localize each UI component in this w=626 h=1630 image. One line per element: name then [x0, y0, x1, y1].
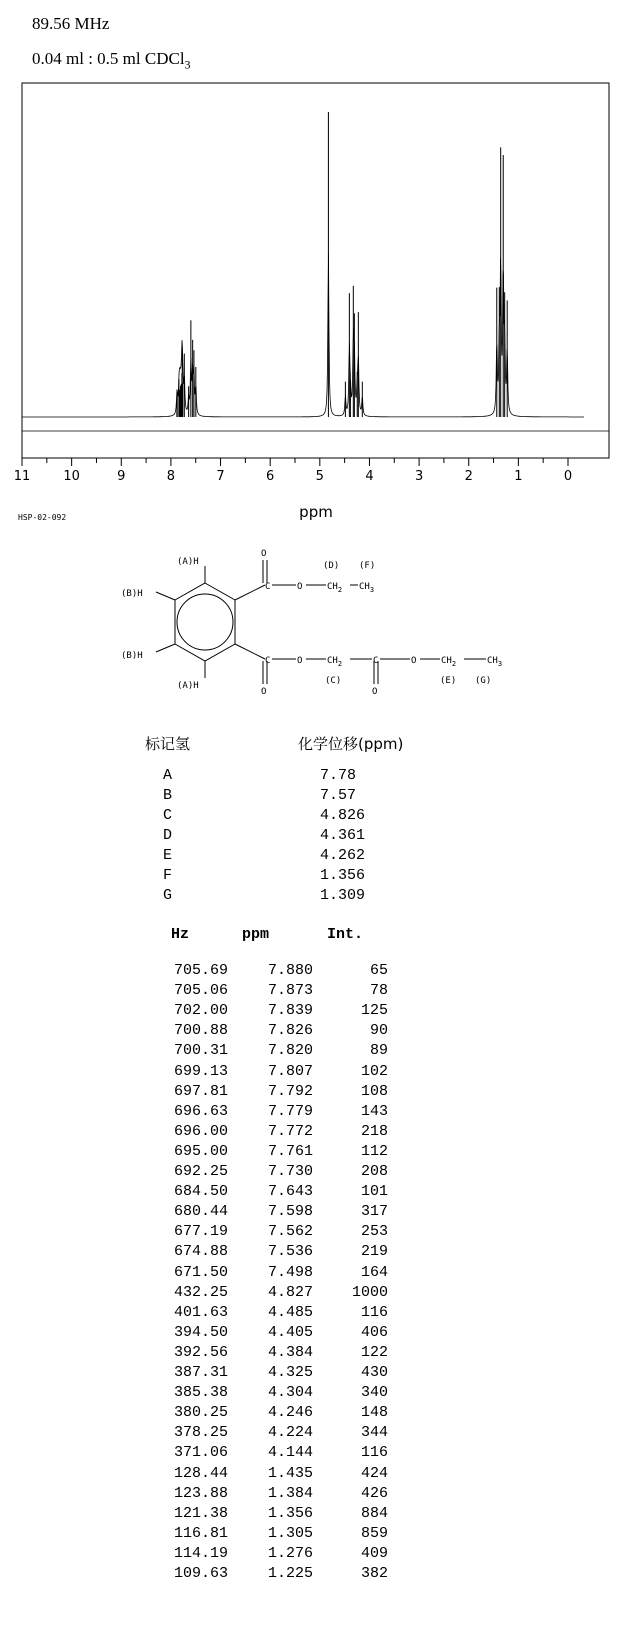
bonds — [156, 560, 486, 684]
peak-header-hz: Hz — [171, 926, 190, 943]
assignment-header-shift: 化学位移(ppm) — [298, 735, 404, 753]
peak-intensity: 253 — [360, 1223, 388, 1241]
x-tick-label-11: 11 — [13, 469, 31, 484]
carbonyl-oxygen-top: O — [261, 549, 267, 559]
x-tick-label-7: 7 — [216, 469, 225, 484]
x-tick-label-3: 3 — [414, 469, 424, 484]
assignment-shift: 1.309 — [320, 887, 366, 904]
ch3-f-text: CH — [359, 582, 370, 592]
peak-intensity: 108 — [360, 1082, 388, 1100]
label-f: (F) — [359, 561, 376, 571]
peak-intensity: 1000 — [351, 1283, 388, 1301]
ester-oxygen-mid: O — [297, 656, 303, 666]
h-label-b-bottom: (B)H — [121, 651, 143, 661]
assignment-shift: 4.826 — [320, 807, 366, 824]
peak-ppm: 1.276 — [267, 1544, 313, 1562]
peak-hz: 116.81 — [173, 1524, 228, 1542]
ch2-e — [441, 656, 456, 668]
assignment-shift: 4.361 — [320, 827, 366, 844]
peak-ppm: 7.598 — [267, 1203, 313, 1221]
peak-intensity: 116 — [360, 1444, 388, 1462]
peak-intensity: 122 — [360, 1343, 388, 1361]
peak-hz: 385.38 — [173, 1384, 228, 1402]
h-label-a-bottom: (A)H — [177, 681, 199, 691]
peak-ppm: 7.536 — [267, 1243, 313, 1261]
peak-hz: 401.63 — [173, 1303, 228, 1321]
peak-intensity: 78 — [369, 982, 388, 1000]
assignment-label: D — [163, 827, 173, 844]
peak-ppm: 7.772 — [267, 1122, 313, 1140]
peak-intensity: 90 — [369, 1022, 388, 1040]
label-d: (D) — [323, 561, 340, 571]
x-tick-label-4: 4 — [365, 469, 374, 484]
peak-intensity: 143 — [360, 1102, 388, 1120]
ch2-c-sub: 2 — [337, 660, 343, 668]
peak-hz: 109.63 — [173, 1565, 228, 1582]
peak-hz: 700.88 — [173, 1022, 228, 1040]
peak-ppm: 7.820 — [267, 1042, 313, 1060]
peak-hz: 380.25 — [173, 1404, 228, 1422]
peak-ppm: 4.144 — [267, 1444, 313, 1462]
peak-ppm: 7.826 — [267, 1022, 313, 1040]
peak-intensity: 317 — [360, 1203, 388, 1221]
x-tick-label-10: 10 — [63, 469, 80, 484]
carbonyl-oxygen-bottom: O — [372, 687, 378, 697]
peak-hz: 695.00 — [173, 1142, 228, 1160]
x-tick-label-0: 0 — [563, 469, 573, 484]
ch3-f — [359, 582, 374, 594]
peak-hz: 696.00 — [173, 1122, 228, 1140]
ch2-d-sub: 2 — [337, 586, 343, 594]
peak-ppm: 1.435 — [267, 1464, 313, 1482]
ch3-f-sub: 3 — [369, 586, 375, 594]
label-c: (C) — [325, 676, 342, 686]
h-label-a-top: (A)H — [177, 557, 199, 567]
peak-hz: 705.69 — [173, 962, 228, 979]
peak-hz: 128.44 — [173, 1464, 228, 1482]
peak-ppm: 4.827 — [267, 1283, 313, 1301]
x-tick-label-2: 2 — [464, 469, 473, 484]
peak-hz: 699.13 — [173, 1062, 228, 1080]
peak-hz: 700.31 — [173, 1042, 228, 1060]
peak-ppm: 4.246 — [267, 1404, 313, 1422]
x-axis-label: ppm — [299, 503, 333, 520]
peak-intensity: 148 — [360, 1404, 388, 1422]
carbonyl-carbon-mid: C — [265, 656, 271, 666]
ch2-c — [327, 656, 342, 668]
peak-intensity: 164 — [360, 1263, 388, 1281]
peak-intensity: 65 — [369, 962, 388, 979]
label-e: (E) — [440, 676, 457, 686]
peak-hz: 677.19 — [173, 1223, 228, 1241]
peak-intensity: 116 — [360, 1303, 388, 1321]
peak-intensity: 89 — [369, 1042, 388, 1060]
ch3-g-sub: 3 — [497, 660, 503, 668]
spectrum-id: HSP-02-092 — [18, 513, 67, 520]
assignment-header-label: 标记氢 — [145, 735, 191, 753]
peak-intensity: 340 — [360, 1384, 388, 1402]
peak-ppm: 7.643 — [267, 1183, 313, 1201]
peak-ppm: 1.384 — [267, 1484, 313, 1502]
peak-ppm: 4.405 — [267, 1323, 313, 1341]
peak-intensity: 382 — [360, 1565, 388, 1582]
chemical-structure — [0, 0, 626, 720]
peak-ppm: 7.873 — [267, 982, 313, 1000]
peak-ppm: 7.761 — [267, 1142, 313, 1160]
peak-intensity: 219 — [360, 1243, 388, 1261]
assignment-label: E — [163, 847, 173, 864]
peak-ppm: 4.325 — [267, 1364, 313, 1381]
ch3-g-text: CH — [487, 656, 498, 666]
ester-oxygen-top: O — [297, 582, 303, 592]
peak-intensity: 424 — [360, 1464, 388, 1482]
peak-hz: 697.81 — [173, 1082, 228, 1100]
h-label-b-top: (B)H — [121, 589, 143, 599]
x-tick-label-9: 9 — [117, 469, 126, 484]
peak-intensity: 101 — [360, 1183, 388, 1201]
peak-hz: 371.06 — [173, 1444, 228, 1462]
peak-hz: 692.25 — [173, 1163, 228, 1180]
peak-ppm: 4.384 — [267, 1343, 313, 1361]
x-tick-label-1: 1 — [514, 469, 523, 484]
peak-intensity: 112 — [360, 1142, 388, 1160]
ch3-g — [487, 656, 502, 668]
peak-hz: 702.00 — [173, 1002, 228, 1020]
peak-ppm: 7.730 — [267, 1163, 313, 1180]
peak-intensity: 884 — [360, 1504, 388, 1522]
peak-intensity: 426 — [360, 1484, 388, 1502]
ch2-c-text: CH — [327, 656, 338, 666]
x-tick-label-5: 5 — [315, 469, 324, 484]
peak-ppm: 1.305 — [267, 1524, 313, 1542]
peak-header-ppm: ppm — [242, 926, 270, 943]
solvent-text: 0.04 ml : 0.5 ml CDCl — [32, 49, 185, 68]
assignment-shift: 4.262 — [320, 847, 366, 864]
peak-intensity: 218 — [360, 1122, 388, 1140]
peak-hz: 680.44 — [173, 1203, 228, 1221]
peak-ppm: 4.485 — [267, 1303, 313, 1321]
peak-hz: 432.25 — [173, 1283, 228, 1301]
ch2-e-text: CH — [441, 656, 452, 666]
peak-ppm: 7.839 — [267, 1002, 313, 1020]
peak-header-int: Int. — [327, 926, 364, 943]
peak-ppm: 7.807 — [267, 1062, 313, 1080]
peak-ppm: 1.356 — [267, 1504, 313, 1522]
assignment-label: B — [163, 787, 173, 804]
peak-hz: 114.19 — [173, 1544, 228, 1562]
assignment-label: G — [163, 887, 173, 904]
assignment-shift: 7.57 — [320, 787, 357, 804]
peak-ppm: 7.498 — [267, 1263, 313, 1281]
carbonyl-oxygen-mid: O — [261, 687, 267, 697]
assignment-label: A — [163, 767, 173, 784]
ch2-d-text: CH — [327, 582, 338, 592]
ester-oxygen-right: O — [411, 656, 417, 666]
assignment-label: C — [163, 807, 173, 824]
peak-ppm: 7.562 — [267, 1223, 313, 1241]
ch2-e-sub: 2 — [451, 660, 457, 668]
peak-hz: 394.50 — [173, 1323, 228, 1341]
peak-intensity: 208 — [360, 1163, 388, 1180]
peak-intensity: 102 — [360, 1062, 388, 1080]
x-tick-label-6: 6 — [266, 469, 275, 484]
peak-ppm: 4.304 — [267, 1384, 313, 1402]
ch2-d — [327, 582, 342, 594]
solvent-subscript: 3 — [184, 57, 191, 72]
peak-ppm: 4.224 — [267, 1424, 313, 1442]
peak-hz: 674.88 — [173, 1243, 228, 1261]
assignment-shift: 7.78 — [320, 767, 357, 784]
peak-intensity: 344 — [360, 1424, 388, 1442]
peak-intensity: 406 — [360, 1323, 388, 1341]
peak-ppm: 1.225 — [267, 1565, 313, 1582]
x-tick-label-8: 8 — [166, 469, 176, 484]
assignment-label: F — [163, 867, 173, 884]
peak-ppm: 7.779 — [267, 1102, 313, 1120]
peak-hz: 684.50 — [173, 1183, 228, 1201]
peak-hz: 121.38 — [173, 1504, 228, 1522]
peak-hz: 705.06 — [173, 982, 228, 1000]
label-g: (G) — [475, 676, 492, 686]
peak-hz: 671.50 — [173, 1263, 228, 1281]
peak-hz: 123.88 — [173, 1484, 228, 1502]
peak-intensity: 125 — [360, 1002, 388, 1020]
carbonyl-carbon-right: C — [373, 656, 379, 666]
assignment-shift: 1.356 — [320, 867, 366, 884]
peak-intensity: 409 — [360, 1544, 388, 1562]
peak-hz: 378.25 — [173, 1424, 228, 1442]
benzene-ring — [175, 583, 235, 661]
peak-intensity: 430 — [360, 1364, 388, 1381]
peak-intensity: 859 — [360, 1524, 388, 1542]
peak-ppm: 7.880 — [267, 962, 313, 979]
peak-hz: 392.56 — [173, 1343, 228, 1361]
carbonyl-carbon-top: C — [265, 582, 271, 592]
peak-ppm: 7.792 — [267, 1082, 313, 1100]
peak-hz: 387.31 — [173, 1364, 228, 1381]
peak-hz: 696.63 — [173, 1102, 228, 1120]
spectrometer-frequency: 89.56 MHz — [32, 14, 110, 33]
